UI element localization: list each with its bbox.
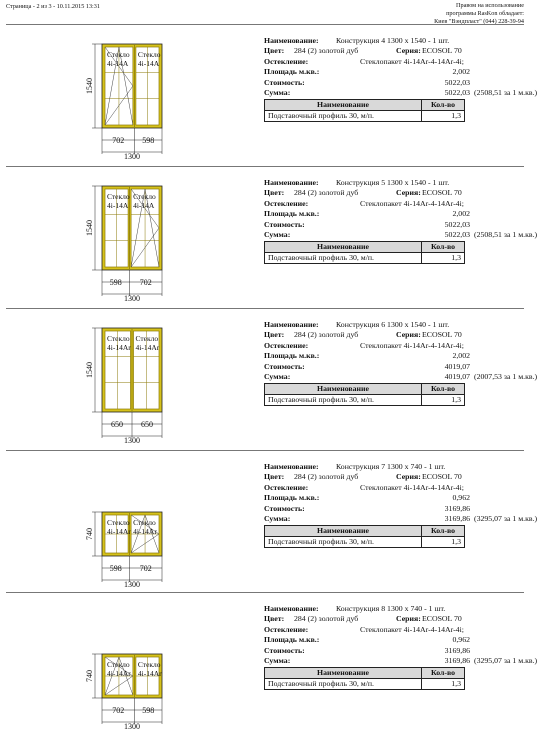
label-glazing: Остекление: bbox=[264, 340, 309, 350]
col-header-name: Наименование bbox=[265, 242, 422, 253]
label-color: Цвет: bbox=[264, 46, 285, 56]
table-row bbox=[265, 111, 465, 122]
construction-name: Конструкция 8 1300 x 740 - 1 шт. bbox=[336, 604, 446, 613]
label-sum: Сумма: bbox=[264, 513, 291, 523]
item-name: Подставочный профиль 30, м/п. bbox=[265, 111, 422, 122]
label-name: Наименование: bbox=[264, 36, 319, 45]
label-area: Площадь м.кв.: bbox=[264, 351, 320, 361]
item-name: Подставочный профиль 30, м/п. bbox=[265, 537, 422, 548]
construction-color: 284 (2) золотой дуб bbox=[294, 46, 359, 56]
col-header-qty: Кол-во bbox=[422, 526, 465, 537]
label-color: Цвет: bbox=[264, 188, 285, 198]
label-name: Наименование: bbox=[264, 178, 319, 187]
height-dimension: 1540 bbox=[85, 78, 94, 94]
license-line: программы RasKon обладает: bbox=[446, 10, 524, 17]
segment-right-dimension: 702 bbox=[139, 564, 152, 573]
label-cost: Стоимость: bbox=[264, 77, 305, 87]
item-qty: 1,3 bbox=[422, 537, 465, 548]
glass-label: 4i-14А bbox=[133, 201, 155, 210]
width-dimension: 1300 bbox=[124, 152, 140, 161]
glass-label: Стекло bbox=[107, 660, 130, 669]
label-glazing: Остекление: bbox=[264, 56, 309, 66]
construction-cost: 5022,03 bbox=[444, 219, 470, 229]
height-dimension: 1540 bbox=[85, 220, 94, 236]
construction-block bbox=[0, 592, 537, 734]
construction-price-per-m2: (3295,07 за 1 м.кв.) bbox=[474, 513, 537, 523]
glass-label: Стекло bbox=[137, 50, 161, 59]
glass-label: Стекло bbox=[137, 660, 161, 669]
label-glazing: Остекление: bbox=[264, 198, 309, 208]
glass-label: 4i-14Ar bbox=[107, 343, 131, 352]
construction-glazing: Стеклопакет 4i-14Ar-4-14Ar-4i; bbox=[360, 482, 464, 492]
col-header-qty: Кол-во bbox=[422, 384, 465, 395]
window-drawing bbox=[0, 24, 250, 166]
construction-series: ECOSOL 70 bbox=[422, 46, 462, 56]
window-drawing bbox=[0, 166, 250, 308]
glass-label: Стекло bbox=[135, 334, 159, 343]
construction-cost: 3169,86 bbox=[444, 503, 470, 513]
glass-label: Стекло bbox=[107, 334, 130, 343]
label-glazing: Остекление: bbox=[264, 482, 309, 492]
glass-label: Стекло bbox=[107, 518, 130, 527]
window-drawing bbox=[0, 450, 250, 592]
height-dimension: 740 bbox=[85, 670, 94, 682]
page-header-left: Страница - 2 из 3 - 10.11.2015 13:31 bbox=[6, 3, 100, 10]
spec-table bbox=[264, 241, 465, 264]
construction-price-per-m2: (2508,51 за 1 м.кв.) bbox=[474, 87, 537, 97]
label-name: Наименование: bbox=[264, 320, 319, 329]
construction-series: ECOSOL 70 bbox=[422, 188, 462, 198]
spec-table-header bbox=[265, 100, 465, 111]
spec-table bbox=[264, 667, 465, 690]
construction-color: 284 (2) золотой дуб bbox=[294, 472, 359, 482]
label-color: Цвет: bbox=[264, 472, 285, 482]
width-dimension: 1300 bbox=[124, 294, 140, 303]
label-series: Серия: bbox=[396, 46, 421, 56]
item-name: Подставочный профиль 30, м/п. bbox=[265, 395, 422, 406]
label-sum: Сумма: bbox=[264, 655, 291, 665]
glass-label: Стекло bbox=[133, 518, 156, 527]
col-header-qty: Кол-во bbox=[422, 242, 465, 253]
label-area: Площадь м.кв.: bbox=[264, 635, 320, 645]
segment-right-dimension: 702 bbox=[139, 278, 152, 287]
construction-color: 284 (2) золотой дуб bbox=[294, 188, 359, 198]
segment-left-dimension: 598 bbox=[109, 564, 122, 573]
height-dimension: 740 bbox=[85, 528, 94, 540]
construction-cost: 3169,86 bbox=[444, 645, 470, 655]
label-area: Площадь м.кв.: bbox=[264, 67, 320, 77]
construction-area: 2,002 bbox=[452, 351, 470, 361]
width-dimension: 1300 bbox=[124, 436, 140, 445]
label-series: Серия: bbox=[396, 330, 421, 340]
construction-name: Конструкция 5 1300 x 1540 - 1 шт. bbox=[336, 178, 450, 187]
col-header-qty: Кол-во bbox=[422, 668, 465, 679]
construction-block bbox=[0, 24, 537, 166]
segment-right-dimension: 598 bbox=[142, 136, 155, 145]
construction-sum: 5022,03 bbox=[444, 87, 470, 97]
table-row bbox=[265, 537, 465, 548]
label-sum: Сумма: bbox=[264, 87, 291, 97]
construction-price-per-m2: (2508,51 за 1 м.кв.) bbox=[474, 229, 537, 239]
page-header-right bbox=[434, 2, 524, 26]
construction-cost: 5022,03 bbox=[444, 77, 470, 87]
item-qty: 1,3 bbox=[422, 679, 465, 690]
spec-table-header bbox=[265, 668, 465, 679]
construction-color: 284 (2) золотой дуб bbox=[294, 330, 359, 340]
construction-area: 2,002 bbox=[452, 67, 470, 77]
label-name: Наименование: bbox=[264, 462, 319, 471]
table-row bbox=[265, 395, 465, 406]
construction-price-per-m2: (2007,53 за 1 м.кв.) bbox=[474, 371, 537, 381]
spec-table-header bbox=[265, 242, 465, 253]
segment-left-dimension: 598 bbox=[109, 278, 122, 287]
width-dimension: 1300 bbox=[124, 580, 140, 589]
construction-glazing: Стеклопакет 4i-14Ar-4-14Ar-4i; bbox=[360, 198, 464, 208]
window-drawing bbox=[0, 592, 250, 734]
glass-label: 4i-14Ar bbox=[137, 669, 162, 678]
construction-sum: 4019,07 bbox=[444, 371, 470, 381]
window-drawing bbox=[0, 308, 250, 450]
col-header-name: Наименование bbox=[265, 526, 422, 537]
construction-sum: 5022,03 bbox=[444, 229, 470, 239]
construction-sum: 3169,86 bbox=[444, 513, 470, 523]
license-line: Киев "Вэндпласт" (044) 228-39-94 bbox=[434, 18, 524, 25]
col-header-qty: Кол-во bbox=[422, 100, 465, 111]
glass-label: 4i-14Ar bbox=[135, 343, 160, 352]
glass-label: 4i-14А bbox=[137, 59, 160, 68]
glass-label: 4i-14А bbox=[107, 201, 129, 210]
glass-label: 4i-14Ar bbox=[107, 669, 131, 678]
construction-glazing: Стеклопакет 4i-14Ar-4-14Ar-4i; bbox=[360, 56, 464, 66]
construction-block bbox=[0, 450, 537, 592]
item-name: Подставочный профиль 30, м/п. bbox=[265, 253, 422, 264]
segment-left-dimension: 702 bbox=[112, 136, 125, 145]
segment-left-dimension: 702 bbox=[112, 706, 125, 715]
segment-left-dimension: 650 bbox=[111, 420, 123, 429]
table-row bbox=[265, 679, 465, 690]
construction-glazing: Стеклопакет 4i-14Ar-4-14Ar-4i; bbox=[360, 624, 464, 634]
label-area: Площадь м.кв.: bbox=[264, 493, 320, 503]
construction-area: 0,962 bbox=[452, 493, 470, 503]
spec-table bbox=[264, 525, 465, 548]
spec-table-header bbox=[265, 384, 465, 395]
item-name: Подставочный профиль 30, м/п. bbox=[265, 679, 422, 690]
construction-series: ECOSOL 70 bbox=[422, 614, 462, 624]
label-cost: Стоимость: bbox=[264, 645, 305, 655]
spec-table bbox=[264, 99, 465, 122]
construction-area: 0,962 bbox=[452, 635, 470, 645]
label-series: Серия: bbox=[396, 472, 421, 482]
item-qty: 1,3 bbox=[422, 253, 465, 264]
spec-table bbox=[264, 383, 465, 406]
segment-right-dimension: 598 bbox=[142, 706, 155, 715]
label-sum: Сумма: bbox=[264, 371, 291, 381]
construction-price-per-m2: (3295,07 за 1 м.кв.) bbox=[474, 655, 537, 665]
glass-label: Стекло bbox=[107, 192, 130, 201]
construction-series: ECOSOL 70 bbox=[422, 472, 462, 482]
glass-label: Стекло bbox=[133, 192, 156, 201]
col-header-name: Наименование bbox=[265, 668, 422, 679]
construction-glazing: Стеклопакет 4i-14Ar-4-14Ar-4i; bbox=[360, 340, 464, 350]
table-row bbox=[265, 253, 465, 264]
label-series: Серия: bbox=[396, 614, 421, 624]
label-name: Наименование: bbox=[264, 604, 319, 613]
label-color: Цвет: bbox=[264, 614, 285, 624]
label-cost: Стоимость: bbox=[264, 219, 305, 229]
spec-table-header bbox=[265, 526, 465, 537]
segment-right-dimension: 650 bbox=[141, 420, 153, 429]
construction-block bbox=[0, 166, 537, 308]
construction-name: Конструкция 4 1300 x 1540 - 1 шт. bbox=[336, 36, 450, 45]
label-color: Цвет: bbox=[264, 330, 285, 340]
construction-area: 2,002 bbox=[452, 209, 470, 219]
label-cost: Стоимость: bbox=[264, 503, 305, 513]
label-series: Серия: bbox=[396, 188, 421, 198]
construction-block bbox=[0, 308, 537, 450]
construction-series: ECOSOL 70 bbox=[422, 330, 462, 340]
construction-name: Конструкция 7 1300 x 740 - 1 шт. bbox=[336, 462, 446, 471]
glass-label: 4i-14Ar bbox=[107, 527, 131, 536]
construction-color: 284 (2) золотой дуб bbox=[294, 614, 359, 624]
glass-label: 4i-14Ar bbox=[133, 527, 157, 536]
label-glazing: Остекление: bbox=[264, 624, 309, 634]
label-cost: Стоимость: bbox=[264, 361, 305, 371]
col-header-name: Наименование bbox=[265, 384, 422, 395]
item-qty: 1,3 bbox=[422, 395, 465, 406]
glass-label: Стекло bbox=[107, 50, 130, 59]
width-dimension: 1300 bbox=[124, 722, 140, 731]
label-sum: Сумма: bbox=[264, 229, 291, 239]
construction-sum: 3169,86 bbox=[444, 655, 470, 665]
construction-name: Конструкция 6 1300 x 1540 - 1 шт. bbox=[336, 320, 450, 329]
glass-label: 4i-14А bbox=[107, 59, 129, 68]
item-qty: 1,3 bbox=[422, 111, 465, 122]
construction-cost: 4019,07 bbox=[444, 361, 470, 371]
col-header-name: Наименование bbox=[265, 100, 422, 111]
height-dimension: 1540 bbox=[85, 362, 94, 378]
license-line: Правом на использование bbox=[456, 2, 524, 9]
label-area: Площадь м.кв.: bbox=[264, 209, 320, 219]
